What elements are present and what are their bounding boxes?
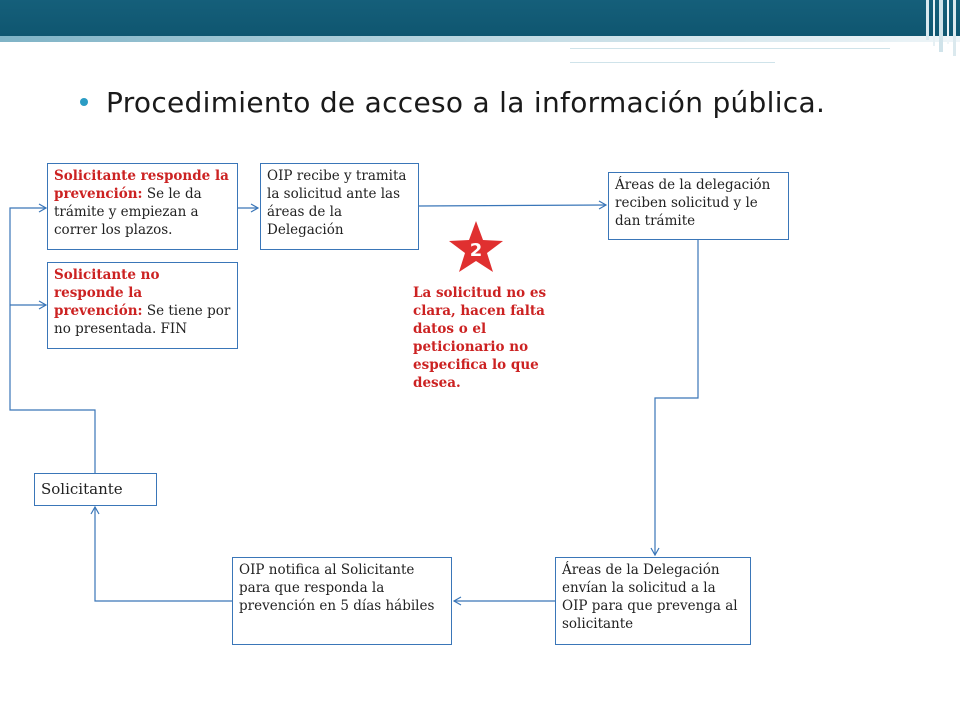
box-oip-recibe [260,163,419,250]
marker-number: 2 [469,240,483,261]
box-no-responde-bold: Solicitante no responde la prevención: [54,267,160,319]
box-oip-notifica [232,557,452,645]
box-areas-envian [555,557,751,645]
connector-notifica-to-solicitante [95,507,232,601]
box-responde-text: Se le da trámite y empiezan a correr los plazos. [54,186,202,238]
slide-title: Procedimiento de acceso a la información pública. [106,85,826,119]
marker-note: La solicitud no es clara, hacen falta datos o el peticionario no especifica lo que desea. [413,285,547,391]
box-responde-bold: Solicitante responde la prevención: [54,168,229,202]
box-oip-notifica-text: OIP notifica al Solicitante para que responda la prevención en 5 días hábiles [239,562,435,614]
connector-areas-down [655,240,698,555]
box-solicitante [34,473,157,506]
box-solicitante-text: Solicitante [41,480,123,498]
box-solicitante-responde [47,163,238,250]
box-solicitante-no-responde [47,262,238,349]
box-no-responde-text: Se tiene por no presentada. FIN [54,303,231,337]
box-oip-recibe-text: OIP recibe y tramita la solicitud ante las áreas de la Delegación [267,168,407,238]
box-areas-reciben-text: Áreas de la delegación reciben solicitud y le dan trámite [615,177,771,229]
connector-oip-to-areas [419,205,606,206]
box-areas-reciben [608,172,789,240]
box-areas-envian-text: Áreas de la Delegación envían la solicitud a la OIP para que prevenga al solicitante [562,562,738,632]
